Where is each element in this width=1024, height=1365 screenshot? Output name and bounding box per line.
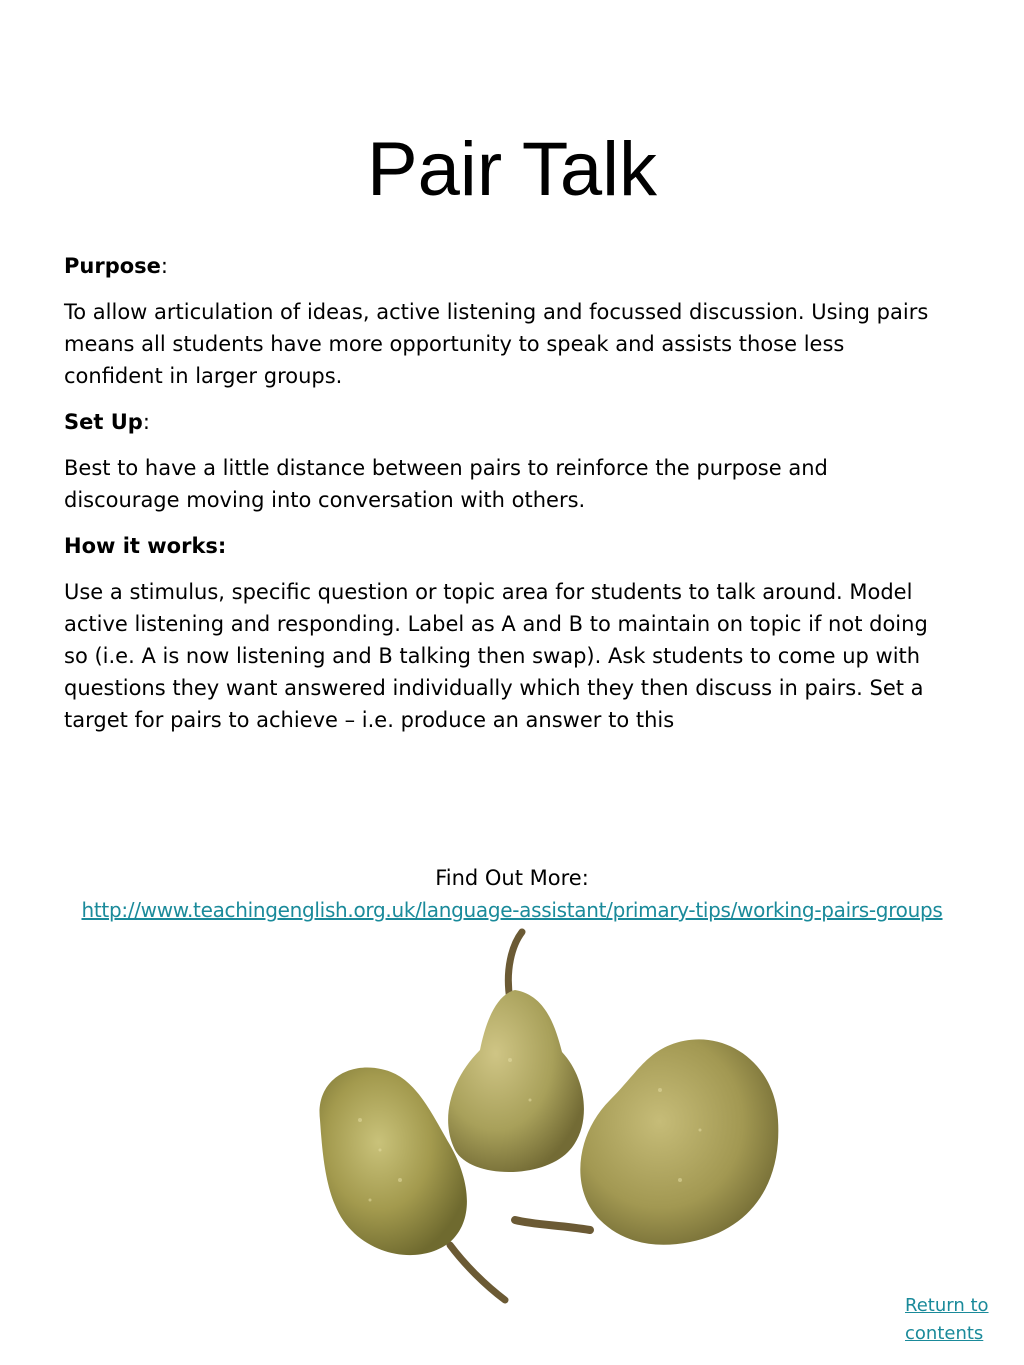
setup-text: Best to have a little distance between pairs to reinforce the purpose and discourage moving into conversation with others. bbox=[64, 456, 828, 512]
purpose-text: To allow articulation of ideas, active listening and focussed discussion. Using pairs means all students have more opportunity to speak and assists those less confident in larger groups. bbox=[64, 300, 929, 388]
setup-heading bbox=[64, 406, 944, 438]
how-heading-label: How it works: bbox=[64, 534, 227, 558]
pear-stem-middle bbox=[508, 932, 522, 1000]
page-title: Pair Talk bbox=[366, 127, 658, 212]
purpose-heading-colon: : bbox=[160, 254, 168, 278]
setup-heading-colon: : bbox=[142, 410, 150, 434]
pear-right bbox=[580, 1039, 778, 1244]
pears-illustration-icon bbox=[300, 920, 800, 1310]
content-body bbox=[64, 250, 944, 750]
purpose-heading-label: Purpose bbox=[64, 254, 161, 278]
pear-stem-right bbox=[515, 1220, 590, 1230]
setup-heading-label: Set Up bbox=[64, 410, 143, 434]
how-heading bbox=[64, 530, 944, 562]
purpose-heading bbox=[64, 250, 944, 282]
pear-left bbox=[320, 1067, 467, 1255]
find-out-more-label: Find Out More: bbox=[435, 866, 589, 890]
return-to-contents-link[interactable]: Return to contents bbox=[905, 1295, 989, 1344]
how-text: Use a stimulus, specific question or topic area for students to talk around. Model active listening and responding. Label as A and B to maintain on topic if not doing so (i.e. A is now listening and B talking then swap). Ask students to come up with questions they want answered individually which they then discuss in pairs. Set a target for pairs to achieve – i.e. produce an answer to this bbox=[64, 580, 928, 732]
pear-stem-left bbox=[450, 1245, 505, 1300]
find-out-more-link[interactable]: http://www.teachingenglish.org.uk/language-assistant/primary-tips/working-pairs-groups bbox=[81, 898, 943, 922]
pear-middle bbox=[448, 990, 584, 1172]
